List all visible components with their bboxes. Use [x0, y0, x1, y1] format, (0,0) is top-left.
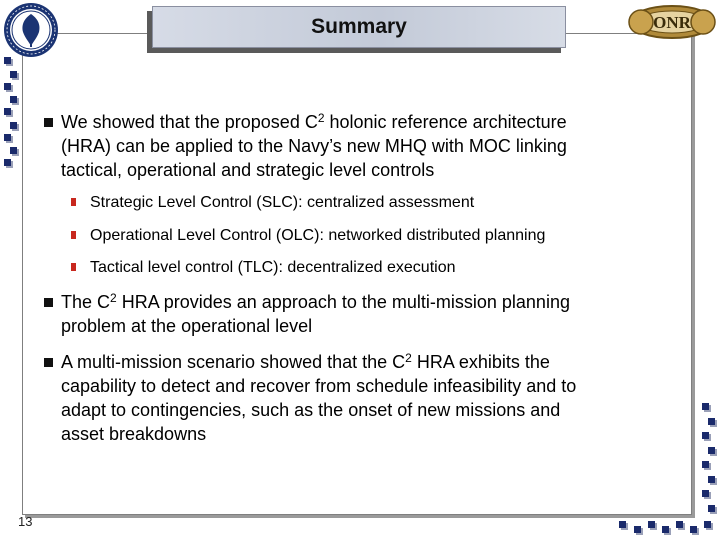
square-icon — [4, 83, 11, 90]
square-icon — [702, 461, 709, 468]
bullet-3-line-1: A multi-mission scenario showed that the $C^2$ HRA exhibits the — [61, 351, 550, 372]
square-icon — [10, 71, 17, 78]
square-icon — [704, 521, 711, 528]
bullet-3-line-3: adapt to contingencies, such as the onset of new missions and — [61, 400, 561, 420]
square-icon — [10, 96, 17, 103]
bullet-2-line-2: problem at the operational level — [61, 316, 313, 336]
square-icon — [708, 418, 715, 425]
square-icon — [10, 122, 17, 129]
square-icon — [4, 57, 11, 64]
square-icon — [4, 134, 11, 141]
square-icon — [648, 521, 655, 528]
bullet-1-line-2: (HRA) can be applied to the Navy’s new MHQ with MOC linking — [61, 136, 567, 156]
bullet-text-2 — [61, 290, 651, 338]
square-icon — [702, 432, 709, 439]
sub-bullet-text-3: Tactical level control (TLC): decentralized execution — [90, 259, 456, 276]
bullet-text-3 — [61, 350, 651, 446]
square-icon — [662, 526, 669, 533]
square-icon — [4, 159, 11, 166]
bullet-text-1 — [61, 110, 651, 182]
bullet-marker — [44, 298, 53, 307]
page-number: 13 — [18, 514, 33, 529]
slide-title — [152, 6, 566, 48]
bullet-3-line-4: asset breakdowns — [61, 424, 207, 444]
onr-logo — [627, 2, 717, 42]
bullet-2-line-1: The $C^2$ HRA provides an approach to the multi-mission planning — [61, 291, 570, 312]
sub-bullet-marker — [71, 231, 76, 239]
square-icon — [676, 521, 683, 528]
square-icon — [708, 476, 715, 483]
bullet-marker — [44, 118, 53, 127]
sub-bullet-marker — [71, 198, 76, 206]
onr-logo-text: ONR — [653, 13, 691, 32]
square-icon — [702, 490, 709, 497]
square-icon — [4, 108, 11, 115]
square-icon — [10, 147, 17, 154]
bullet-1-line-3: tactical, operational and strategic level controls — [61, 160, 435, 180]
square-icon — [702, 403, 709, 410]
square-icon — [708, 447, 715, 454]
slide-title-text: Summary — [311, 15, 407, 38]
bullet-1-line-1: We showed that the proposed $C^2$ holonic reference architecture — [61, 111, 567, 132]
sub-bullet-marker — [71, 263, 76, 271]
sub-bullet-text-2: Operational Level Control (OLC): networked distributed planning — [90, 227, 546, 244]
square-icon — [690, 526, 697, 533]
sub-bullet-text-1: Strategic Level Control (SLC): centralized assessment — [90, 194, 475, 211]
bullet-marker — [44, 358, 53, 367]
square-icon — [634, 526, 641, 533]
university-seal-logo — [3, 2, 59, 58]
bullet-3-line-2: capability to detect and recover from schedule infeasibility and to — [61, 376, 577, 396]
square-icon — [619, 521, 626, 528]
square-icon — [708, 505, 715, 512]
